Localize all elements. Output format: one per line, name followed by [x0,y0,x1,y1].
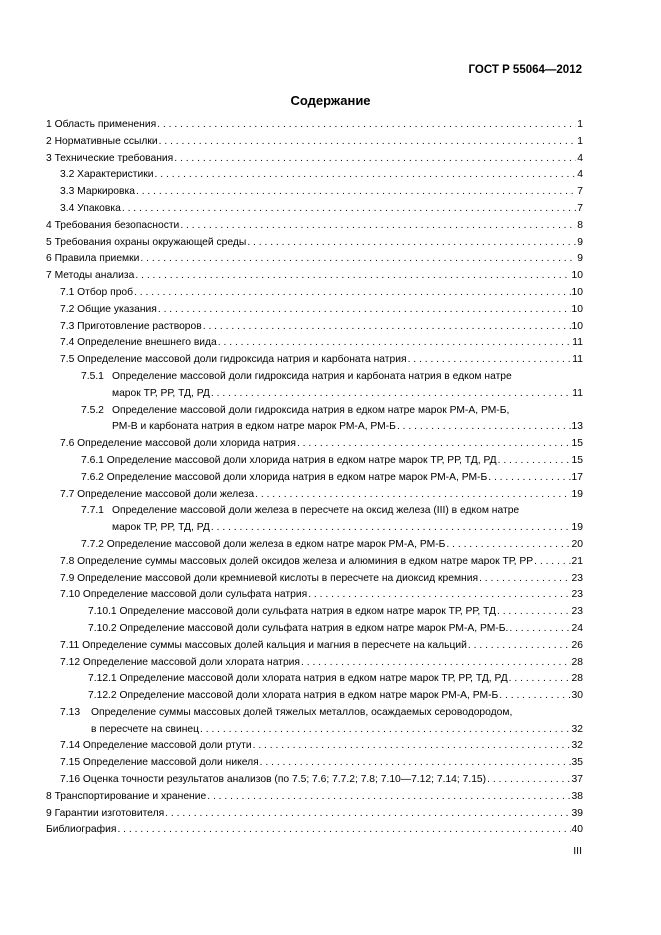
toc-entry-label: 7.10.1 Определение массовой доли сульфата натрия в едком натре марок ТР, РР, ТД [88,606,496,618]
toc-leader-dots [211,386,571,403]
toc-entry-line[interactable] [46,503,583,520]
toc-entry-label: 7.4 Определение внешнего вида [60,337,217,349]
toc-entry[interactable] [46,772,583,789]
toc-entry-page: 11 [572,354,583,366]
page-title: Содержание [290,93,371,108]
toc-leader-dots [255,487,570,504]
toc-entry-page: 1 [577,135,583,147]
toc-entry-page: 37 [571,774,583,786]
toc-entry[interactable] [46,604,583,621]
toc-entry[interactable] [46,671,583,688]
toc-entry-line[interactable] [46,403,583,420]
toc-leader-dots [207,789,570,806]
toc-entry-label: в пересчете на свинец [91,723,200,735]
toc-entry-label: 3.2 Характеристики [60,169,154,181]
toc-entry-label: Определение суммы массовых долей тяжелых металлов, осаждаемых сероводородом, [91,706,513,718]
toc-leader-dots [260,755,571,772]
toc-entry[interactable] [46,487,583,504]
toc-leader-dots [122,201,576,218]
toc-entry[interactable] [46,520,583,537]
toc-entry-label: 8 Транспортирование и хранение [46,790,207,802]
toc-entry-label: 7.14 Определение массовой доли ртути [60,740,252,752]
toc-entry-label: 3 Технические требования [46,152,174,164]
toc-entry-page: 11 [572,337,583,349]
toc-leader-dots [136,184,576,201]
toc-leader-dots [479,571,570,588]
toc-entry-label: Библиография [46,824,117,836]
toc-entry[interactable] [46,419,583,436]
toc-entry[interactable] [46,755,583,772]
toc-entry-label: 2 Нормативные ссылки [46,135,158,147]
toc-entry[interactable] [46,268,583,285]
toc-entry-label: 7.12.1 Определение массовой доли хлората натрия в едком натре марок ТР, РР, ТД, РД [88,673,508,685]
toc-entry[interactable] [46,319,583,336]
toc-leader-dots [446,537,570,554]
toc-leader-dots [247,235,576,252]
document-code: ГОСТ Р 55064—2012 [468,64,582,76]
toc-entry-page: 32 [571,740,583,752]
toc-entry-label: 4 Требования безопасности [46,219,180,231]
toc-entry[interactable] [46,621,583,638]
toc-leader-dots [135,268,570,285]
toc-entry-page: 7 [577,186,583,198]
toc-entry-page: 10 [571,303,583,315]
table-of-contents [46,117,583,839]
toc-leader-dots [134,285,570,302]
toc-entry-number: 7.7.1 [81,505,104,517]
toc-entry[interactable] [46,184,583,201]
toc-entry-label: Определение массовой доли гидроксида натрия в едком натре марок РМ-А, РМ-Б, [112,404,510,416]
toc-entry[interactable] [46,302,583,319]
toc-entry[interactable] [46,638,583,655]
toc-entry-label: 7.1 Отбор проб [60,286,134,298]
toc-entry-page: 20 [571,538,583,550]
toc-entry-page: 35 [571,757,583,769]
toc-entry-page: 32 [571,723,583,735]
toc-leader-dots [117,822,570,839]
toc-entry-page: 10 [571,270,583,282]
toc-leader-dots [253,738,571,755]
toc-leader-dots [488,470,570,487]
toc-entry-label: 1 Область применения [46,119,157,130]
toc-entry-page: 9 [577,253,583,265]
toc-entry[interactable] [46,806,583,823]
toc-entry-page: 28 [571,656,583,668]
toc-leader-dots [165,806,570,823]
toc-entry-label: 7.6.2 Определение массовой доли хлорида натрия в едком натре марок РМ-А, РМ-Б [81,471,488,483]
toc-entry[interactable] [46,453,583,470]
toc-leader-dots [200,722,571,739]
toc-leader-dots [301,655,571,672]
page-number: III [573,845,582,857]
toc-entry-page: 28 [571,673,583,685]
toc-entry[interactable] [46,722,583,739]
toc-leader-dots [180,218,576,235]
toc-entry[interactable] [46,218,583,235]
toc-leader-dots [498,453,571,470]
toc-leader-dots [509,621,570,638]
toc-leader-dots [397,419,571,436]
toc-entry-label: Определение массовой доли железа в пересчете на оксид железа (III) в едком натре [112,505,520,517]
toc-entry-page: 21 [571,555,583,567]
toc-entry[interactable] [46,201,583,218]
toc-entry-label: 7.8 Определение суммы массовых долей оксидов железа и алюминия в едком натре марок ТР, РР [60,555,534,567]
toc-entry-label: 7.3 Приготовление растворов [60,320,202,332]
toc-entry-page: 15 [571,438,583,450]
toc-leader-dots [499,688,570,705]
toc-entry-page: 9 [577,236,583,248]
toc-entry[interactable] [46,655,583,672]
toc-entry-label: 6 Правила приемки [46,253,140,265]
toc-leader-dots [408,352,572,369]
toc-entry-line[interactable] [46,369,583,386]
toc-entry-label: 7.10 Определение массовой доли сульфата натрия [60,589,308,601]
toc-entry-label: 7.12 Определение массовой доли хлората натрия [60,656,301,668]
toc-leader-dots [203,319,571,336]
toc-entry-label: 7.7 Определение массовой доли железа [60,488,255,500]
toc-leader-dots [158,302,571,319]
toc-entry-label: 7.16 Оценка точности результатов анализов (по 7.5; 7.6; 7.7.2; 7.8; 7.10—7.12; 7.14; 7.15) [60,774,487,786]
toc-entry-label: 5 Требования охраны окружающей среды [46,236,247,248]
toc-entry-label: Определение массовой доли гидроксида натрия и карбоната натрия в едком натре [112,370,512,382]
toc-entry[interactable] [46,386,583,403]
toc-entry-label: РМ-В и карбоната натрия в едком натре марок РМ-А, РМ-Б [112,421,396,433]
toc-entry-page: 4 [577,152,583,164]
toc-entry-label: 7.11 Определение суммы массовых долей кальция и магния в пересчете на кальций [60,639,467,651]
toc-entry-label: 7 Методы анализа [46,270,135,282]
toc-entry-page: 1 [577,119,583,130]
toc-entry-number: 7.13 [60,706,81,718]
toc-entry[interactable] [46,151,583,168]
toc-entry-label: 7.7.2 Определение массовой доли железа в едком натре марок РМ-А, РМ-Б [81,538,446,550]
toc-leader-dots [308,587,570,604]
toc-leader-dots [155,167,577,184]
toc-entry-label: 7.2 Общие указания [60,303,157,315]
toc-entry-page: 17 [571,471,583,483]
toc-entry-page: 30 [571,690,583,702]
toc-entry[interactable] [46,335,583,352]
toc-entry-label: 9 Гарантии изготовителя [46,807,165,819]
toc-leader-dots [159,134,577,151]
toc-entry[interactable] [46,251,583,268]
toc-entry-page: 4 [577,169,583,181]
toc-entry[interactable] [46,571,583,588]
toc-entry-page: 26 [571,639,583,651]
toc-entry[interactable] [46,352,583,369]
toc-entry[interactable] [46,738,583,755]
toc-entry-page: 23 [571,606,583,618]
toc-leader-dots [297,436,571,453]
toc-entry-page: 10 [571,320,583,332]
toc-entry-label: марок ТР, РР, ТД, РД [112,522,210,534]
toc-leader-dots [468,638,571,655]
toc-leader-dots [140,251,576,268]
toc-entry-page: 40 [571,824,583,836]
toc-leader-dots [157,117,576,134]
toc-entry-page: 13 [571,421,583,433]
toc-entry-page: 23 [571,572,583,584]
toc-leader-dots [497,604,571,621]
toc-entry[interactable] [46,235,583,252]
toc-leader-dots [174,151,576,168]
toc-entry-number: 7.5.1 [81,370,104,382]
toc-leader-dots [534,554,570,571]
toc-entry-page: 8 [577,219,583,231]
toc-entry[interactable] [46,134,583,151]
toc-entry[interactable] [46,436,583,453]
toc-leader-dots [218,335,572,352]
toc-entry-line[interactable] [46,705,583,722]
toc-leader-dots [509,671,571,688]
toc-entry-page: 11 [572,387,583,399]
toc-entry-number: 7.5.2 [81,404,104,416]
toc-entry[interactable] [46,789,583,806]
toc-entry[interactable] [46,537,583,554]
toc-entry[interactable] [46,117,583,134]
toc-leader-dots [487,772,570,789]
toc-entry-page: 38 [571,790,583,802]
toc-entry[interactable] [46,285,583,302]
toc-entry-label: 7.9 Определение массовой доли кремниевой кислоты в пересчете на диоксид кремния [60,572,479,584]
toc-entry-label: 7.6 Определение массовой доли хлорида натрия [60,438,296,450]
toc-entry-page: 10 [571,286,583,298]
toc-entry[interactable] [46,822,583,839]
toc-entry-label: 3.3 Маркировка [60,186,135,198]
toc-entry-label: 7.10.2 Определение массовой доли сульфата натрия в едком натре марок РМ-А, РМ-Б. [88,622,509,634]
toc-entry-label: марок ТР, РР, ТД, РД [112,387,210,399]
toc-entry-page: 39 [571,807,583,819]
toc-entry-label: 7.5 Определение массовой доли гидроксида натрия и карбоната натрия [60,354,407,366]
toc-entry-page: 15 [571,454,583,466]
toc-entry-page: 24 [571,622,583,634]
toc-entry-page: 7 [577,202,583,214]
toc-entry-page: 23 [571,589,583,601]
toc-leader-dots [211,520,571,537]
toc-entry[interactable] [46,470,583,487]
toc-entry-label: 3.4 Упаковка [60,202,121,214]
toc-entry-label: 7.15 Определение массовой доли никеля [60,757,259,769]
toc-entry[interactable] [46,587,583,604]
toc-entry-label: 7.12.2 Определение массовой доли хлората натрия в едком натре марок РМ-А, РМ-Б [88,690,499,702]
toc-entry-page: 19 [571,488,583,500]
toc-entry-label: 7.6.1 Определение массовой доли хлорида натрия в едком натре марок ТР, РР, ТД, РД [81,454,497,466]
toc-entry-page: 19 [571,522,583,534]
toc-entry[interactable] [46,167,583,184]
toc-entry[interactable] [46,554,583,571]
toc-entry[interactable] [46,688,583,705]
